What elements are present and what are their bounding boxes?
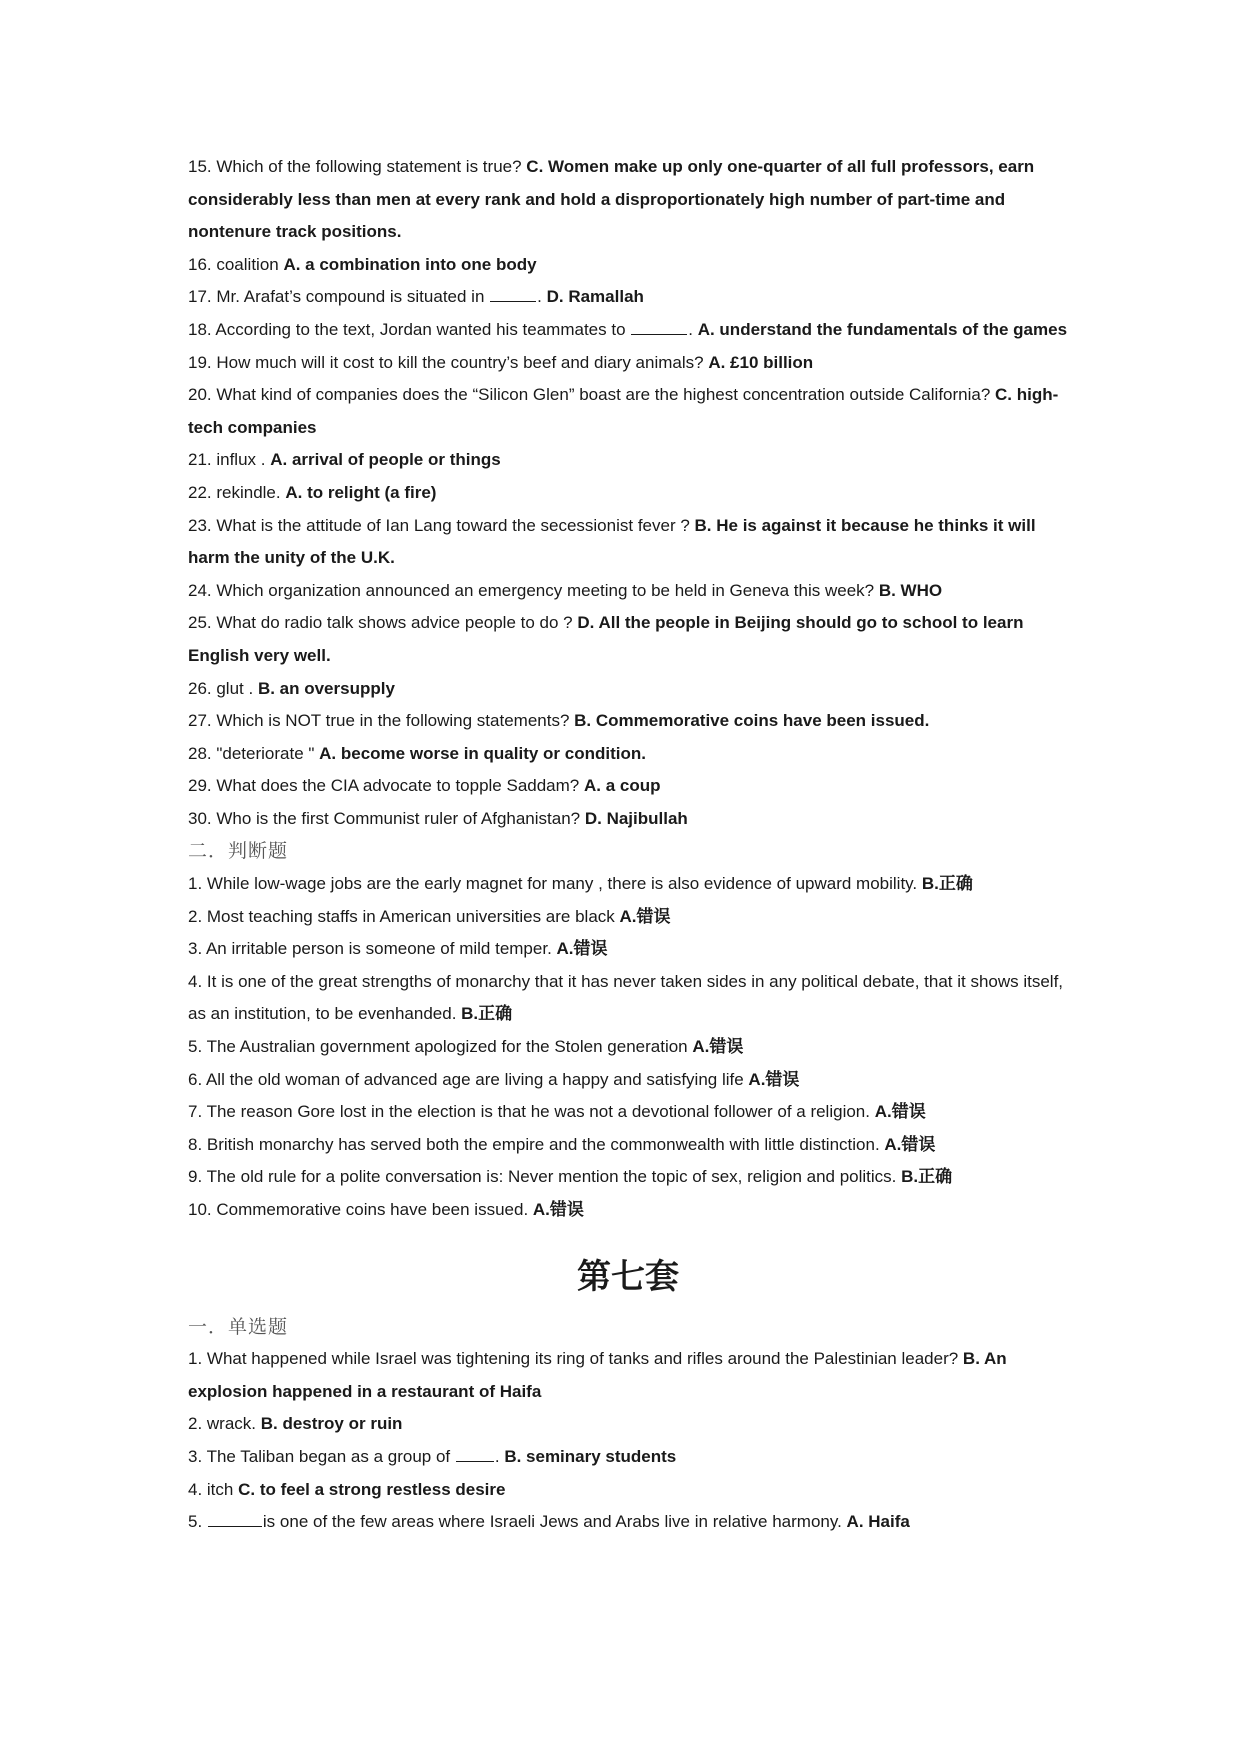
- set-title: 第七套: [577, 1256, 679, 1297]
- question-text: 28. "deteriorate ": [188, 743, 320, 763]
- question-item: [188, 1474, 1068, 1507]
- answer-text: B.正确: [921, 874, 973, 894]
- question-text-continued: .: [688, 319, 698, 339]
- question-text: 16. coalition: [188, 254, 284, 274]
- question-text: 9. The old rule for a polite conversation is: Never mention the topic of sex, religion and politics.: [188, 1167, 902, 1187]
- answer-text: A.错误: [532, 1200, 584, 1219]
- question-item: [188, 1408, 1068, 1441]
- question-item: [188, 347, 1068, 380]
- question-item: [188, 738, 1068, 771]
- answer-text: B.正确: [461, 1004, 513, 1024]
- question-list-true-false: [188, 868, 1068, 1227]
- question-item: [188, 249, 1068, 282]
- answer-text: B. Commemorative coins have been issued.: [574, 711, 930, 731]
- answer-text: D. All the people in Beijing should go to school to learn English very well.: [188, 613, 1024, 665]
- question-text: 7. The reason Gore lost in the election is that he was not a devotional follower of a religion.: [188, 1102, 875, 1122]
- question-item: [188, 281, 1068, 314]
- answer-text: A. £10 billion: [708, 352, 814, 372]
- question-item: [188, 901, 1068, 934]
- question-item: [188, 770, 1068, 803]
- question-text: 1. While low-wage jobs are the early magnet for many , there is also evidence of upward mobility.: [188, 874, 922, 894]
- question-item: [188, 1194, 1068, 1227]
- question-text: 30. Who is the first Communist ruler of Afghanistan?: [188, 808, 585, 828]
- question-item: [188, 803, 1068, 836]
- question-item: [188, 1161, 1068, 1194]
- question-text: 19. How much will it cost to kill the country’s beef and diary animals?: [188, 352, 709, 372]
- question-text: 10. Commemorative coins have been issued.: [188, 1200, 533, 1219]
- question-text: 1. What happened while Israel was tightening its ring of tanks and rifles around the Palestinian leader?: [188, 1349, 963, 1369]
- question-text: 20. What kind of companies does the “Silicon Glen” boast are the highest concentration outside California?: [188, 385, 996, 405]
- question-item: [188, 379, 1068, 444]
- question-item: [188, 1096, 1068, 1129]
- question-item: [188, 444, 1068, 477]
- answer-text: A. arrival of people or things: [270, 450, 501, 470]
- question-text: 4. itch: [188, 1479, 239, 1499]
- question-text: 29. What does the CIA advocate to topple Saddam?: [188, 776, 584, 796]
- question-text: 21. influx .: [188, 450, 271, 470]
- question-item: [188, 1441, 1068, 1474]
- question-item: [188, 673, 1068, 706]
- question-text: 4. It is one of the great strengths of monarchy that it has never taken sides in any political debate, that it shows itself, as an institution, to be evenhanded.: [188, 971, 1064, 1024]
- question-item: [188, 1129, 1068, 1162]
- question-text-continued: .: [494, 1446, 505, 1466]
- question-text: 3. The Taliban began as a group of: [188, 1446, 455, 1466]
- question-text: 5.: [188, 1512, 207, 1532]
- answer-text: A. understand the fundamentals of the games: [697, 319, 1068, 339]
- answer-text: A.错误: [874, 1102, 926, 1122]
- question-list-part1: [188, 151, 1068, 835]
- question-item: [188, 966, 1068, 1031]
- question-text-continued: is one of the few areas where Israeli Jews and Arabs live in relative harmony.: [262, 1512, 847, 1532]
- answer-text: A. a combination into one body: [283, 254, 537, 274]
- answer-text: A.错误: [884, 1134, 936, 1154]
- answer-text: B. an oversupply: [257, 678, 395, 698]
- question-text: 22. rekindle.: [188, 482, 286, 502]
- answer-text: A. Haifa: [846, 1512, 910, 1532]
- answer-text: A.错误: [748, 1069, 800, 1089]
- question-text: 2. Most teaching staffs in American universities are black: [188, 906, 620, 926]
- question-item: [188, 607, 1068, 672]
- answer-text: B. He is against it because he thinks it will harm the unity of the U.K.: [188, 515, 1036, 568]
- question-text: 8. British monarchy has served both the empire and the commonwealth with little distinction.: [188, 1134, 885, 1154]
- answer-text: B. An explosion happened in a restaurant of Haifa: [188, 1349, 1007, 1401]
- question-text: 18. According to the text, Jordan wanted his teammates to: [188, 319, 631, 339]
- question-item: [188, 314, 1068, 347]
- answer-text: A. a coup: [583, 776, 661, 796]
- question-text-continued: .: [537, 287, 547, 307]
- answer-text: A.错误: [692, 1037, 744, 1057]
- answer-text: C. high-tech companies: [188, 385, 1059, 437]
- document-page: [188, 151, 1068, 1539]
- answer-text: B. destroy or ruin: [260, 1414, 403, 1434]
- question-text: 24. Which organization announced an emergency meeting to be held in Geneva this week?: [188, 580, 879, 600]
- question-item: [188, 477, 1068, 510]
- question-item: [188, 933, 1068, 966]
- answer-text: B. seminary students: [504, 1446, 677, 1466]
- question-item: [188, 1506, 1068, 1539]
- question-item: [188, 1343, 1068, 1408]
- answer-text: A. become worse in quality or condition.: [319, 743, 646, 763]
- question-text: 3. An irritable person is someone of mild temper.: [188, 939, 557, 959]
- question-item: [188, 151, 1068, 249]
- answer-text: D. Ramallah: [546, 287, 644, 307]
- answer-text: A.错误: [619, 906, 671, 926]
- question-text: 2. wrack.: [188, 1414, 261, 1434]
- question-list-single-choice: [188, 1343, 1068, 1539]
- question-text: 17. Mr. Arafat’s compound is situated in: [188, 287, 490, 307]
- question-text: 6. All the old woman of advanced age are living a happy and satisfying life: [188, 1069, 749, 1089]
- question-text: 27. Which is NOT true in the following statements?: [188, 711, 575, 731]
- fill-in-blank: [456, 1447, 494, 1462]
- section-title-true-false: 二．判断题: [188, 840, 289, 863]
- fill-in-blank: [208, 1512, 262, 1527]
- answer-text: C. Women make up only one-quarter of all full professors, earn considerably less than men at every rank and hold a disproportionately high number of part-time and nontenure track positions.: [188, 157, 1035, 242]
- question-text: 15. Which of the following statement is true?: [188, 157, 527, 176]
- answer-text: C. to feel a strong restless desire: [238, 1479, 506, 1499]
- question-item: [188, 868, 1068, 901]
- question-item: [188, 1031, 1068, 1064]
- question-text: 23. What is the attitude of Ian Lang toward the secessionist fever ?: [188, 515, 695, 535]
- answer-text: B. WHO: [878, 580, 943, 600]
- section-title-single-choice: 一．单选题: [188, 1315, 289, 1338]
- fill-in-blank: [490, 287, 536, 302]
- answer-text: D. Najibullah: [584, 808, 688, 828]
- answer-text: B.正确: [901, 1167, 953, 1187]
- answer-text: A. to relight (a fire): [285, 482, 437, 502]
- fill-in-blank: [631, 320, 687, 335]
- question-item: [188, 1064, 1068, 1097]
- question-item: [188, 705, 1068, 738]
- answer-text: A.错误: [556, 939, 608, 959]
- question-text: 26. glut .: [188, 678, 258, 698]
- question-text: 25. What do radio talk shows advice people to do ?: [188, 613, 578, 633]
- question-text: 5. The Australian government apologized for the Stolen generation: [188, 1037, 693, 1057]
- question-item: [188, 510, 1068, 575]
- question-item: [188, 575, 1068, 608]
